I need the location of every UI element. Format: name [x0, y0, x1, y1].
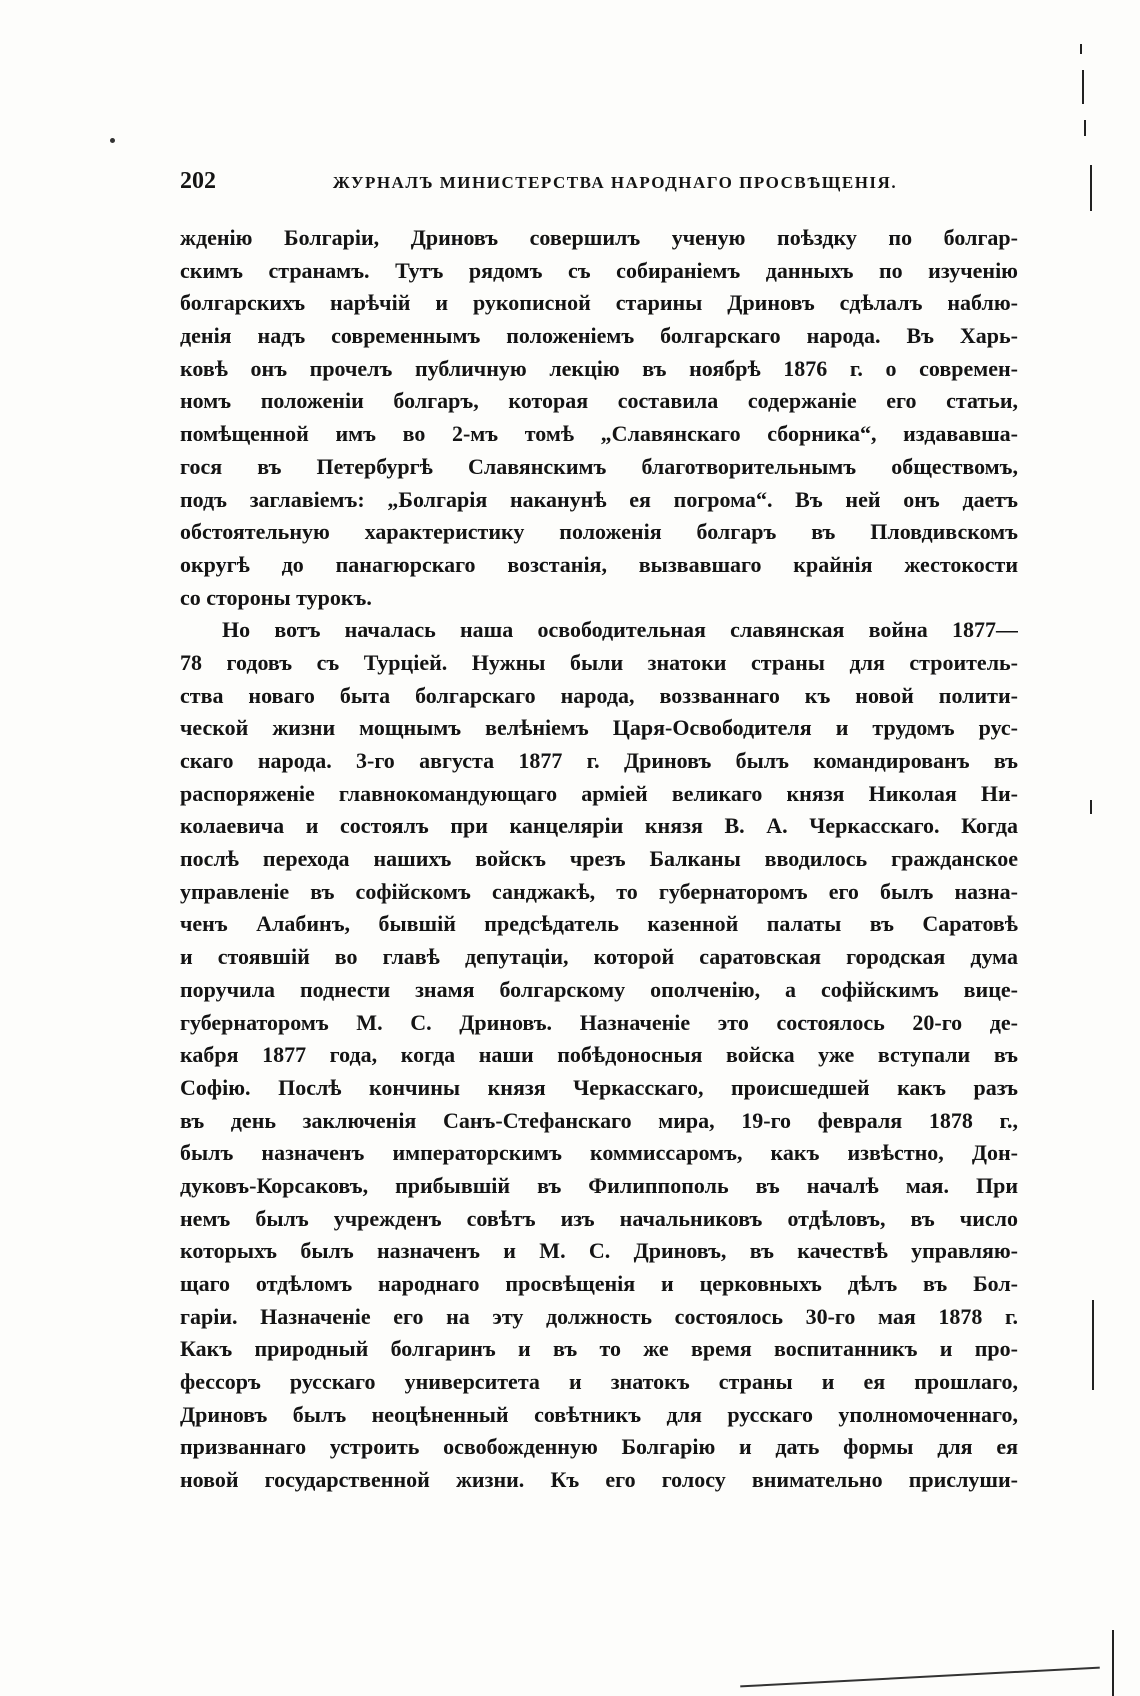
text-line: номъ положеніи болгаръ, которая составила содержаніе его статьи,	[180, 388, 1018, 414]
text-line: гаріи. Назначеніе его на эту должность состоялось 30-го мая 1878 г.	[180, 1303, 1018, 1329]
body-text	[180, 222, 1018, 1497]
text-line: которыхъ былъ назначенъ и М. С. Дриновъ, въ качествѣ управляю-	[180, 1238, 1018, 1264]
text-line: въ день заключенія Санъ-Стефанскаго мира, 19-го февраля 1878 г.,	[180, 1107, 1018, 1133]
text-line: ковѣ онъ прочелъ публичную лекцію въ ноябрѣ 1876 г. о современ-	[180, 355, 1018, 381]
text-line: денія надъ современнымъ положеніемъ болгарскаго народа. Въ Харь-	[180, 323, 1018, 349]
text-line: фессоръ русскаго университета и знатокъ страны и ея прошлаго,	[180, 1369, 1018, 1395]
text-line: болгарскихъ нарѣчій и рукописной старины Дриновъ сдѣлалъ наблю-	[180, 290, 1018, 316]
margin-scan-mark	[1112, 1630, 1114, 1696]
text-line: щаго отдѣломъ народнаго просвѣщенія и церковныхъ дѣлъ въ Бол-	[180, 1271, 1018, 1296]
text-line: дуковъ-Корсаковъ, прибывшій въ Филиппополь въ началѣ мая. При	[180, 1172, 1018, 1198]
text-line: подъ заглавіемъ: „Болгарія наканунѣ ея погрома“. Въ ней онъ даетъ	[180, 486, 1018, 512]
scan-speck	[110, 138, 115, 143]
page-header	[180, 168, 1020, 208]
text-line: жденію Болгаріи, Дриновъ совершилъ ученую поѣздку по болгар-	[180, 225, 1018, 250]
text-line: послѣ перехода нашихъ войскъ чрезъ Балканы вводилось гражданское	[180, 846, 1018, 872]
text-line: Но вотъ началась наша освободительная славянская война 1877—	[222, 617, 1018, 643]
text-line: управленіе въ софійскомъ санджакѣ, то губернаторомъ его былъ назна-	[180, 878, 1018, 904]
text-line: былъ назначенъ императорскимъ коммиссаромъ, какъ извѣстно, Дон-	[180, 1140, 1018, 1166]
text-line: скимъ странамъ. Тутъ рядомъ съ собираніемъ данныхъ по изученію	[180, 257, 1018, 283]
margin-scan-mark	[1080, 44, 1082, 54]
text-line: поручила поднести знамя болгарскому ополченію, а софійскимъ вице-	[180, 976, 1018, 1002]
text-line: новой государственной жизни. Къ его голосу внимательно прислуши-	[180, 1467, 1018, 1493]
text-line: гося въ Петербургѣ Славянскимъ благотворительнымъ обществомъ,	[180, 453, 1018, 479]
text-line: призваннаго устроить освобожденную Болгарію и дать формы для ея	[180, 1434, 1018, 1460]
text-line: и стоявшій во главѣ депутаціи, которой саратовская городская дума	[180, 944, 1018, 970]
text-line: колаевича и состоялъ при канцеляріи князя В. А. Черкасскаго. Когда	[180, 813, 1018, 839]
pencil-stroke	[740, 1667, 1100, 1688]
text-line: Какъ природный болгаринъ и въ то же время воспитанникъ и про-	[180, 1336, 1018, 1362]
text-line: ства новаго быта болгарскаго народа, воззваннаго къ новой полити-	[180, 682, 1018, 708]
margin-scan-mark	[1090, 165, 1092, 211]
margin-scan-mark	[1092, 1300, 1094, 1390]
text-line: скаго народа. 3-го августа 1877 г. Дриновъ былъ командированъ въ	[180, 748, 1018, 773]
text-line: Софію. Послѣ кончины князя Черкасскаго, происшедшей какъ разъ	[180, 1074, 1018, 1100]
text-line: ческой жизни мощнымъ велѣніемъ Царя-Освободителя и трудомъ рус-	[180, 715, 1018, 741]
text-line: обстоятельную характеристику положенія болгаръ въ Пловдивскомъ	[180, 519, 1018, 545]
text-line: округѣ до панагюрскаго возстанія, вызвавшаго крайнія жестокости	[180, 551, 1018, 577]
text-line: губернаторомъ М. С. Дриновъ. Назначеніе это состоялось 20-го де-	[180, 1009, 1018, 1035]
text-line: 78 годовъ съ Турціей. Нужны были знатоки страны для строитель-	[180, 649, 1018, 675]
text-line: помѣщенной имъ во 2-мъ томѣ „Славянскаго сборника“, издававша-	[180, 421, 1018, 447]
margin-scan-mark	[1082, 70, 1084, 104]
text-line: распоряженіе главнокомандующаго арміей великаго князя Николая Ни-	[180, 780, 1018, 806]
text-line: со стороны турокъ.	[180, 584, 372, 610]
text-line: кабря 1877 года, когда наши побѣдоносныя войска уже вступали въ	[180, 1042, 1018, 1068]
text-line: Дриновъ былъ неоцѣненный совѣтникъ для русскаго уполномоченнаго,	[180, 1401, 1018, 1427]
margin-scan-mark	[1084, 120, 1086, 136]
text-line: ченъ Алабинъ, бывшій предсѣдатель казенной палаты въ Саратовѣ	[180, 911, 1018, 937]
margin-scan-mark	[1090, 800, 1092, 814]
running-title: ЖУРНАЛЪ МИНИСТЕРСТВА НАРОДНАГО ПРОСВѢЩЕНІЯ.	[332, 173, 898, 192]
page-number: 202	[180, 168, 216, 194]
text-line: немъ былъ учрежденъ совѣтъ изъ начальниковъ отдѣловъ, въ число	[180, 1205, 1018, 1231]
